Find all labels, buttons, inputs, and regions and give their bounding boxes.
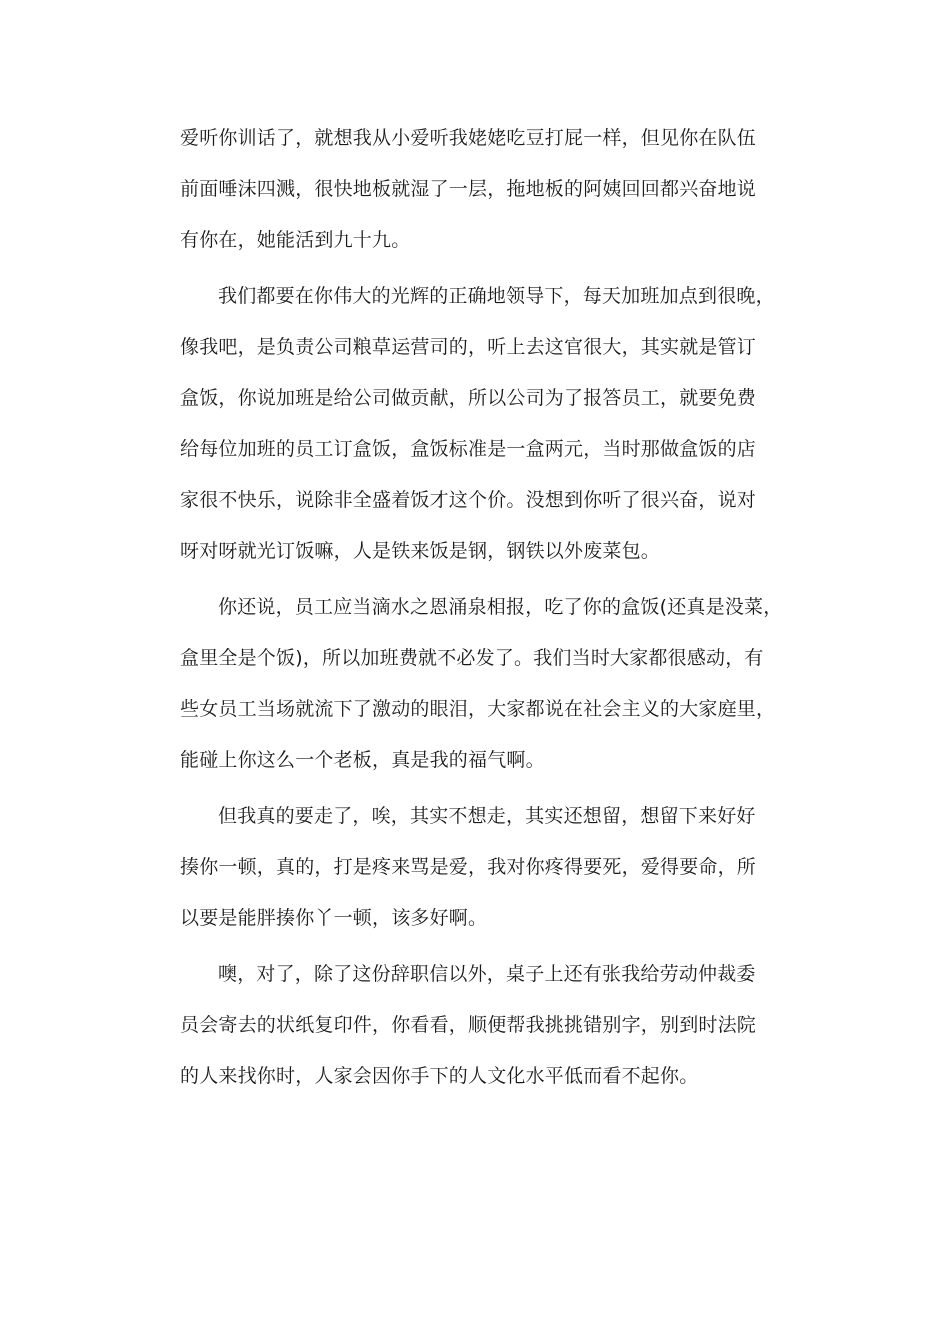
text-line: 盒里全是个饭)，所以加班费就不必发了。我们当时大家都很感动，有 [180,647,764,669]
text-line: 你还说，员工应当滴水之恩涌泉相报，吃了你的盒饭(还真是没菜， [218,596,783,618]
paragraph-3 [180,595,783,772]
text-line: 的人来找你时，人家会因你手下的人文化水平低而看不起你。 [180,1065,699,1087]
text-line: 前面唾沫四溅，很快地板就湿了一层，拖地板的阿姨回回都兴奋地说 [180,178,757,200]
text-line: 有你在，她能活到九十九。 [180,229,411,251]
text-line: 盒饭，你说加班是给公司做贡献，所以公司为了报答员工，就要免费 [180,387,757,409]
paragraph-5 [180,962,772,1088]
text-line: 但我真的要走了，唉，其实不想走，其实还想留，想留下来好好 [218,805,756,827]
text-line: 爱听你训话了，就想我从小爱听我姥姥吃豆打屁一样，但见你在队伍 [180,127,757,149]
text-line: 员会寄去的状纸复印件，你看看，顺便帮我挑挑错别字，别到时法院 [180,1014,757,1036]
paragraph-4 [180,804,772,930]
text-line: 揍你一顿，真的，打是疼来骂是爱，我对你疼得要死，爱得要命，所 [180,856,757,878]
text-line: 家很不快乐，说除非全盛着饭才这个价。没想到你听了很兴奋，说对 [180,489,757,511]
text-line: 些女员工当场就流下了激动的眼泪，大家都说在社会主义的大家庭里， [180,698,776,720]
text-line: 以要是能胖揍你丫一顿，该多好啊。 [180,907,488,929]
text-line: 噢，对了，除了这份辞职信以外，桌子上还有张我给劳动仲裁委 [218,963,756,985]
paragraph-2 [180,284,775,563]
text-line: 像我吧，是负责公司粮草运营司的，听上去这官很大，其实就是管订 [180,336,757,358]
paragraph-1 [180,126,772,252]
text-line: 能碰上你这么一个老板，真是我的福气啊。 [180,749,545,771]
text-line: 呀对呀就光订饭嘛，人是铁来饭是钢，钢铁以外废菜包。 [180,540,661,562]
text-line: 我们都要在你伟大的光辉的正确地领导下，每天加班加点到很晚， [218,285,775,307]
text-line: 给每位加班的员工订盒饭，盒饭标准是一盒两元，当时那做盒饭的店 [180,438,757,460]
document-body [180,126,783,1120]
